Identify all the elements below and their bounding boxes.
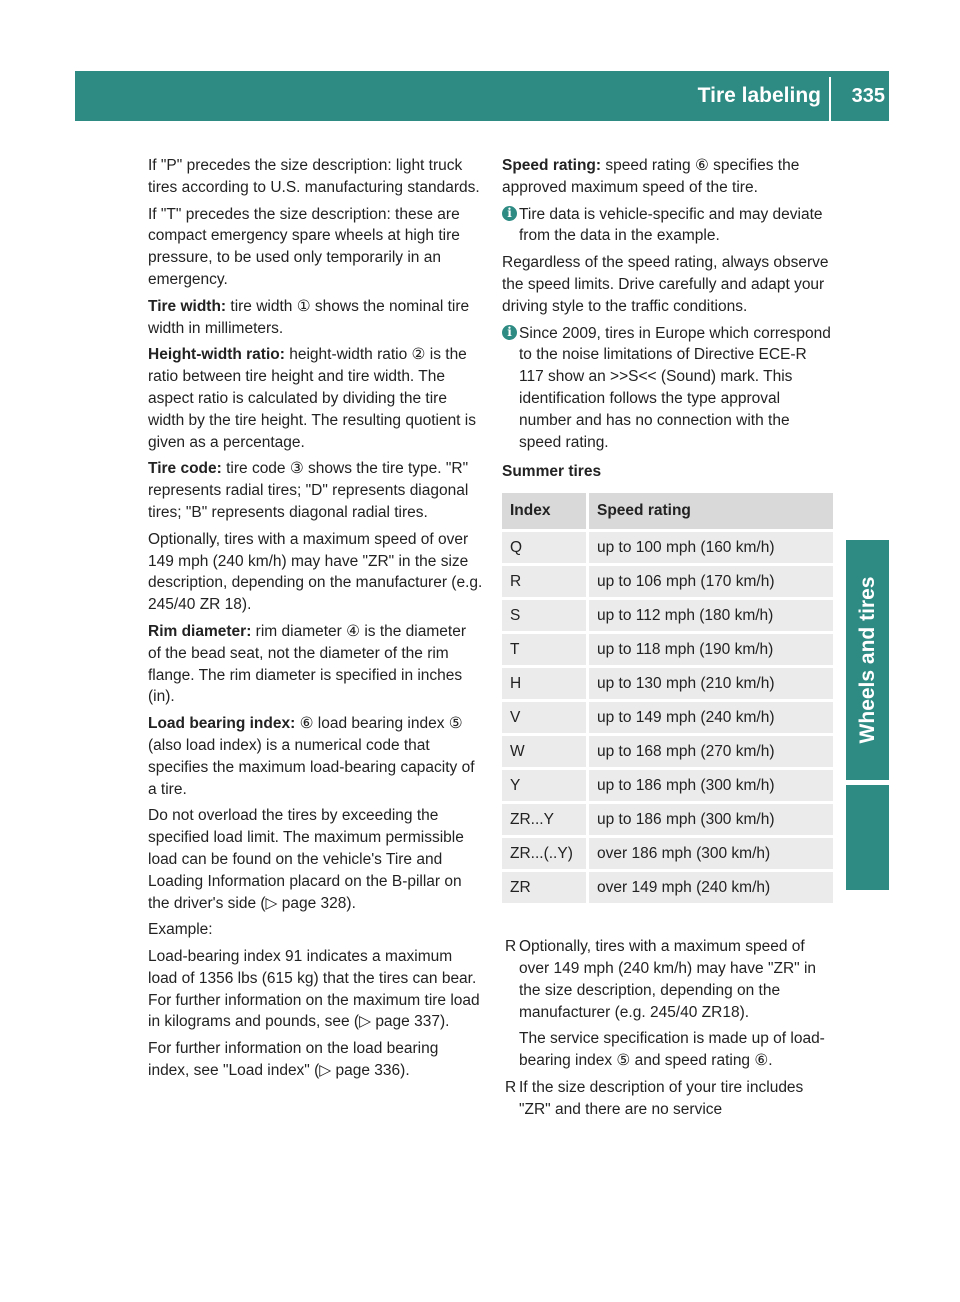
index-cell: Q: [502, 531, 588, 565]
speed-limits-paragraph: Regardless of the speed rating, always observe the speed limits. Drive carefully and adapt your driving style to the traffic conditions.: [502, 254, 829, 315]
left-column: [148, 155, 483, 1087]
left-paragraph: Tire code: tire code ③ shows the tire type. "R" represents radial tires; "D" represents diagonal tires; "B" represents diagonal radial tires.: [148, 460, 469, 521]
speed-rating-cell: up to 118 mph (190 km/h): [588, 633, 834, 667]
table-row: [502, 633, 833, 667]
speed-rating-paragraph: Speed rating: speed rating ⑥ specifies the approved maximum speed of the tire.: [502, 157, 800, 196]
left-paragraph: If "P" precedes the size description: light truck tires according to U.S. manufacturing standards.: [148, 157, 480, 196]
left-paragraph: If "T" precedes the size description: these are compact emergency spare wheels at high tire pressure, to be used only temporarily in an emergency.: [148, 205, 460, 288]
left-paragraph: Rim diameter: rim diameter ④ is the diameter of the bead seat, not the diameter of the rim flange. The rim diameter is specified in inches (in).: [148, 622, 466, 706]
right-column: [502, 155, 834, 1126]
page-title: Tire labeling: [697, 84, 821, 107]
speed-rating-cell: up to 112 mph (180 km/h): [588, 599, 834, 633]
index-cell: H: [502, 667, 588, 701]
index-cell: R: [502, 565, 588, 599]
bullet-zr-service: R If the size description of your tire includes "ZR" and there are no service: [505, 1078, 804, 1118]
bullet-marker: R: [505, 1078, 517, 1096]
speed-rating-cell: up to 186 mph (300 km/h): [588, 769, 834, 803]
index-cell: T: [502, 633, 588, 667]
info-note-vehicle-specific: i Tire data is vehicle-specific and may deviate from the data in the example.: [502, 204, 834, 248]
bullet-sub-text: The service specification is made up of load-bearing index ⑤ and speed rating ⑥.: [519, 1030, 825, 1070]
side-section-block: [846, 785, 889, 890]
left-paragraph: Load bearing index: ⑥ load bearing index ⑤ (also load index) is a numerical code that specifies the maximum load-bearing capacity of a tire.: [148, 715, 475, 798]
left-paragraph: Optionally, tires with a maximum speed of over 149 mph (240 km/h) may have "ZR" in the size description, depending on the manufacturer (e.g. 245/40 ZR 18).: [148, 530, 483, 614]
speed-rating-cell: up to 168 mph (270 km/h): [588, 735, 834, 769]
table-row: [502, 735, 833, 769]
left-paragraph: Tire width: tire width ① shows the nominal tire width in millimeters.: [148, 297, 470, 337]
side-section-label: Wheels and tires: [856, 576, 879, 744]
index-cell: ZR: [502, 871, 588, 905]
page-number: 335: [851, 85, 885, 107]
table-row: [502, 667, 833, 701]
index-cell: ZR...(..Y): [502, 837, 588, 871]
table-row: [502, 837, 833, 871]
index-cell: W: [502, 735, 588, 769]
index-cell: V: [502, 701, 588, 735]
left-paragraph: Load-bearing index 91 indicates a maximum load of 1356 lbs (615 kg) that the tires can bear. For further information on the maximum tire load in kilograms and pounds, see (▷ page 337).: [148, 948, 480, 1031]
header-bar: [75, 71, 889, 121]
speed-rating-cell: up to 130 mph (210 km/h): [588, 667, 834, 701]
table-header-speed-rating: Speed rating: [588, 493, 834, 531]
info-note-sound-mark: i Since 2009, tires in Europe which correspond to the noise limitations of Directive ECE-R 117 show an >>S<< (Sound) mark. This identification follows the type approval number and has no connection with the speed rating.: [502, 323, 834, 454]
info-icon: i: [502, 206, 517, 221]
info-icon: i: [502, 325, 517, 340]
speed-rating-cell: up to 100 mph (160 km/h): [588, 531, 834, 565]
table-row: [502, 531, 833, 565]
bullet-marker: R: [505, 938, 517, 956]
table-row: [502, 803, 833, 837]
header-divider: [829, 77, 831, 121]
table-row: [502, 701, 833, 735]
speed-rating-cell: over 186 mph (300 km/h): [588, 837, 834, 871]
left-paragraph: Height-width ratio: height-width ratio ② is the ratio between tire height and tire width. The aspect ratio is calculated by dividing the tire width by the tire height. The resulting quotient is given as a percentage.: [148, 346, 476, 451]
speed-rating-cell: over 149 mph (240 km/h): [588, 871, 834, 905]
index-cell: S: [502, 599, 588, 633]
index-cell: ZR...Y: [502, 803, 588, 837]
table-row: [502, 769, 833, 803]
speed-rating-cell: up to 186 mph (300 km/h): [588, 803, 834, 837]
index-cell: Y: [502, 769, 588, 803]
table-row: [502, 565, 833, 599]
table-row: [502, 871, 833, 905]
left-paragraph: For further information on the load bearing index, see "Load index" (▷ page 336).: [148, 1040, 439, 1080]
table-title: Summer tires: [502, 463, 602, 481]
left-paragraph: Example:: [148, 921, 213, 939]
speed-rating-cell: up to 149 mph (240 km/h): [588, 701, 834, 735]
bullet-zr-optional: R Optionally, tires with a maximum speed of over 149 mph (240 km/h) may have "ZR" in the size description, depending on the manufacturer (e.g. 245/40 ZR18). The service specification is made up of load-bearing index ⑤ and speed rating ⑥.: [502, 936, 834, 1072]
speed-rating-table: [502, 493, 833, 906]
speed-rating-cell: up to 106 mph (170 km/h): [588, 565, 834, 599]
table-header-index: Index: [502, 493, 588, 531]
left-paragraph: Do not overload the tires by exceeding the specified load limit. The maximum permissible load can be found on the vehicle's Tire and Loading Information placard on the B-pillar on the driver's side (▷ page 328).: [148, 807, 464, 912]
table-row: [502, 599, 833, 633]
